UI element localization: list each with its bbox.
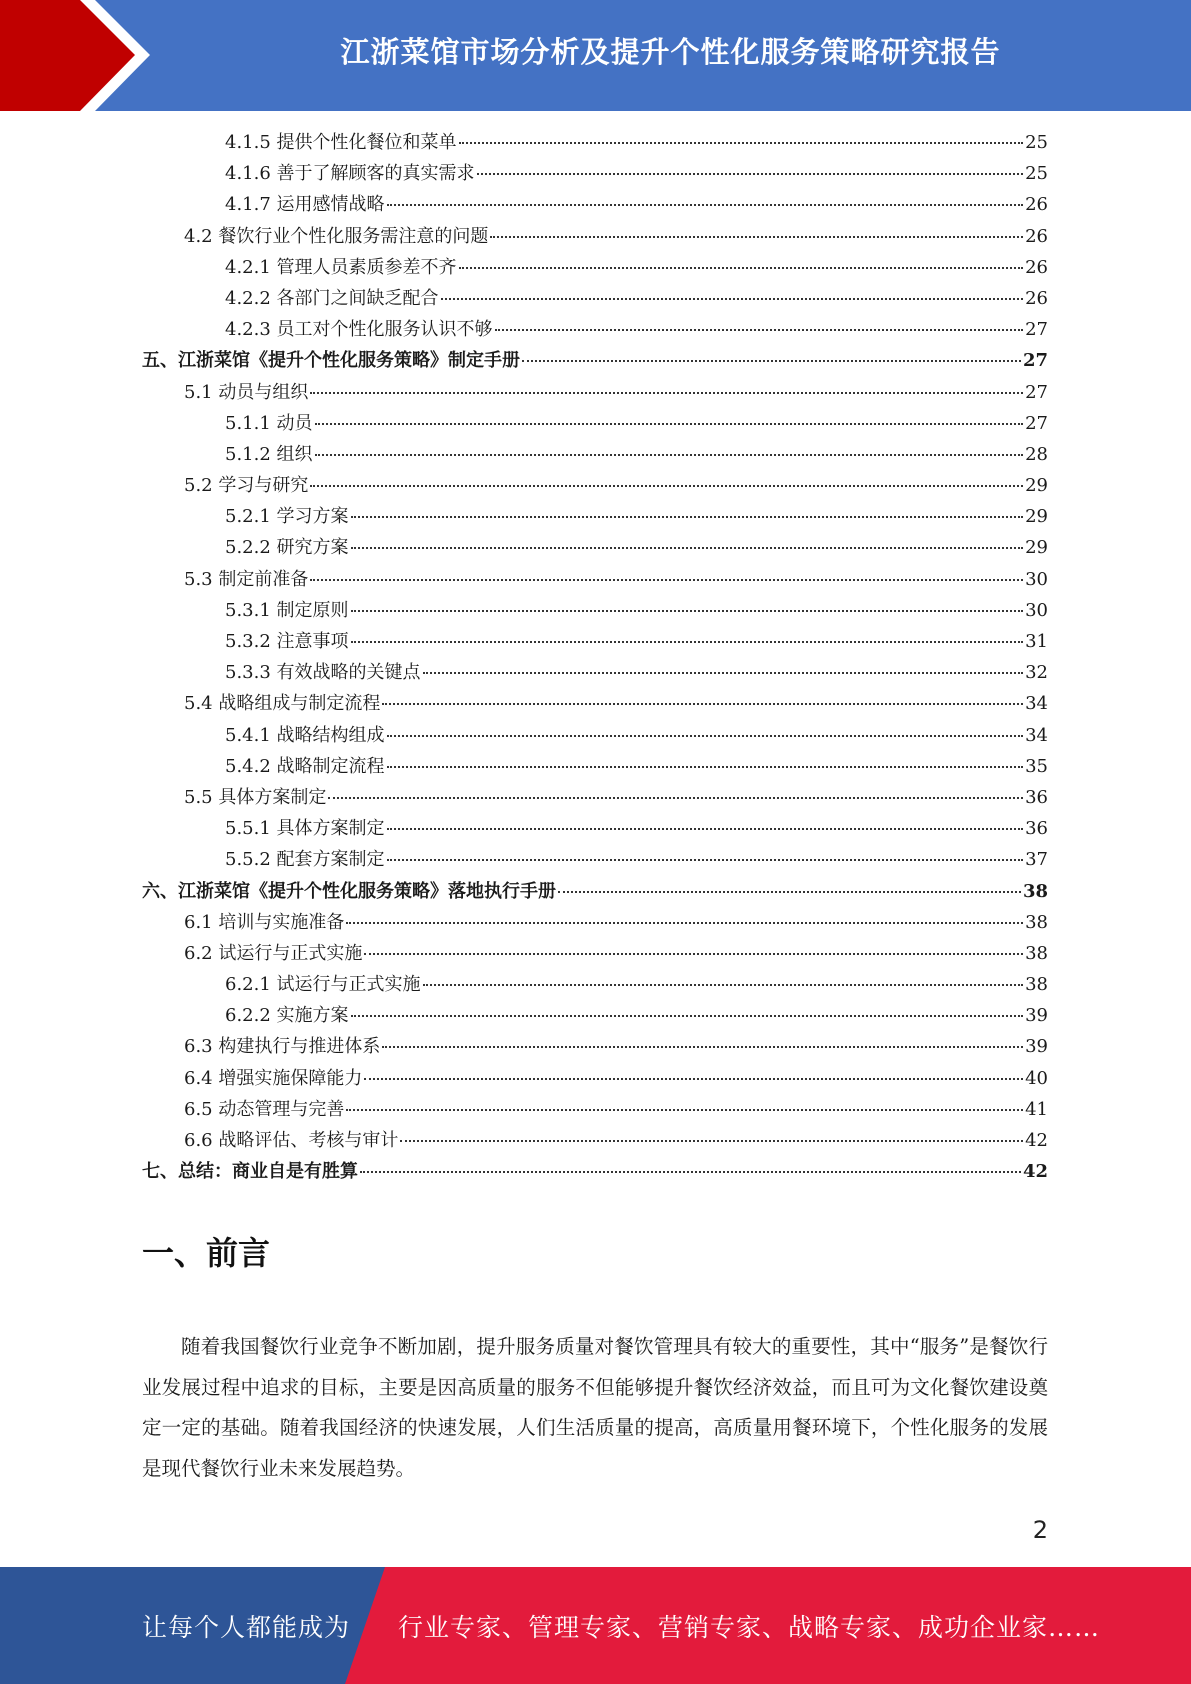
toc-leader-dots — [382, 1046, 1023, 1048]
toc-entry[interactable] — [142, 751, 1048, 782]
toc-entry-page: 41 — [1025, 1098, 1048, 1120]
toc-entry-page: 39 — [1025, 1036, 1048, 1058]
toc-entry[interactable] — [142, 314, 1048, 345]
toc-entry[interactable] — [142, 221, 1048, 252]
toc-entry-label: 6.6 战略评估、考核与审计 — [184, 1130, 399, 1151]
toc-leader-dots — [387, 859, 1024, 861]
toc-entry-page: 34 — [1025, 724, 1048, 746]
toc-entry[interactable] — [142, 1000, 1048, 1031]
toc-leader-dots — [423, 984, 1024, 986]
toc-entry-label: 6.2.2 实施方案 — [225, 1005, 349, 1027]
toc-leader-dots — [400, 1140, 1023, 1142]
toc-entry-label: 4.2 餐饮行业个性化服务需注意的问题 — [184, 225, 489, 247]
toc-entry[interactable] — [142, 377, 1048, 408]
toc-entry-page: 39 — [1025, 1005, 1048, 1027]
toc-entry-label: 5.3 制定前准备 — [184, 568, 309, 590]
toc-entry[interactable] — [142, 1125, 1048, 1156]
toc-leader-dots — [423, 672, 1024, 674]
toc-leader-dots — [490, 236, 1023, 238]
toc-entry-label: 6.5 动态管理与完善 — [184, 1098, 345, 1120]
toc-entry-page: 27 — [1025, 381, 1048, 403]
toc-entry-page: 36 — [1025, 818, 1048, 840]
toc-leader-dots — [351, 516, 1024, 518]
toc-entry-label: 5.5.2 配套方案制定 — [225, 849, 385, 871]
toc-entry-label: 4.1.5 提供个性化餐位和菜单 — [225, 132, 457, 153]
toc-entry[interactable] — [142, 1031, 1048, 1062]
toc-entry-label: 4.2.3 员工对个性化服务认识不够 — [225, 319, 493, 341]
toc-entry-page: 26 — [1025, 287, 1048, 309]
intro-paragraph: 随着我国餐饮行业竞争不断加剧，提升服务质量对餐饮管理具有较大的重要性，其中“服务”是餐饮行业发展过程中追求的目标，主要是因高质量的服务不但能够提升餐饮经济效益，而且可为文化餐饮建设奠定一定的基础。随着我国经济的快速发展，人们生活质量的提高，高质量用餐环境下，个性化服务的发展是现代餐饮行业未来发展趋势。 — [142, 1335, 1048, 1480]
toc-entry-page: 34 — [1025, 693, 1048, 715]
toc-entry-page: 38 — [1022, 880, 1048, 902]
page-header — [0, 0, 1191, 111]
toc-entry[interactable] — [142, 595, 1048, 626]
toc-entry-page: 27 — [1022, 350, 1048, 372]
toc-entry[interactable] — [142, 1094, 1048, 1125]
toc-leader-dots — [364, 1078, 1023, 1080]
toc-entry-page: 26 — [1025, 256, 1048, 278]
toc-entry-label: 5.5 具体方案制定 — [184, 786, 327, 808]
toc-leader-dots — [382, 703, 1023, 705]
toc-entry-page: 29 — [1025, 537, 1048, 559]
toc-leader-dots — [387, 204, 1024, 206]
toc-entry-page: 35 — [1025, 755, 1048, 777]
toc-entry[interactable] — [142, 532, 1048, 563]
toc-leader-dots — [310, 485, 1023, 487]
toc-leader-dots — [459, 267, 1024, 269]
toc-entry-page: 30 — [1025, 568, 1048, 590]
toc-entry-label: 5.2 学习与研究 — [184, 475, 309, 497]
toc-entry-label: 六、江浙菜馆《提升个性化服务策略》落地执行手册 — [142, 880, 556, 902]
toc-leader-dots — [387, 735, 1024, 737]
toc-entry[interactable] — [142, 127, 1048, 158]
toc-entry-page: 42 — [1022, 1161, 1048, 1183]
toc-entry-page: 32 — [1025, 662, 1048, 684]
toc-entry[interactable] — [142, 720, 1048, 751]
toc-leader-dots — [351, 547, 1024, 549]
toc-entry[interactable] — [142, 158, 1048, 189]
toc-entry[interactable] — [142, 189, 1048, 220]
toc-entry-page: 38 — [1025, 974, 1048, 996]
toc-leader-dots — [495, 329, 1024, 331]
toc-leader-dots — [387, 766, 1024, 768]
toc-entry-page: 26 — [1025, 194, 1048, 216]
toc-leader-dots — [351, 610, 1024, 612]
toc-entry[interactable] — [142, 252, 1048, 283]
toc-entry[interactable] — [142, 564, 1048, 595]
toc-leader-dots — [477, 173, 1024, 175]
toc-leader-dots — [310, 579, 1023, 581]
toc-entry-page: 25 — [1025, 132, 1048, 153]
toc-entry-page: 30 — [1025, 599, 1048, 621]
toc-entry-label: 5.4.1 战略结构组成 — [225, 724, 385, 746]
toc-entry[interactable] — [142, 657, 1048, 688]
toc-entry-label: 4.2.2 各部门之间缺乏配合 — [225, 287, 439, 309]
toc-leader-dots — [310, 392, 1023, 394]
toc-entry-page: 38 — [1025, 942, 1048, 964]
toc-leader-dots — [522, 360, 1021, 362]
toc-leader-dots — [315, 423, 1024, 425]
toc-entry-label: 6.3 构建执行与推进体系 — [184, 1036, 381, 1058]
page-footer — [0, 1567, 1191, 1684]
toc-entry-label: 五、江浙菜馆《提升个性化服务策略》制定手册 — [142, 350, 520, 372]
toc-entry-page: 42 — [1025, 1130, 1048, 1151]
toc-entry-page: 31 — [1025, 631, 1048, 652]
toc-entry-label: 6.1 培训与实施准备 — [184, 911, 345, 933]
toc-entry-label: 5.3.3 有效战略的关键点 — [225, 662, 421, 684]
toc-entry-label: 4.1.6 善于了解顾客的真实需求 — [225, 163, 475, 185]
toc-entry-label: 5.4.2 战略制定流程 — [225, 755, 385, 777]
toc-entry[interactable] — [142, 813, 1048, 844]
footer-slogan-right: 行业专家、管理专家、营销专家、战略专家、成功企业家…… — [398, 1612, 1101, 1642]
toc-entry-label: 5.4 战略组成与制定流程 — [184, 693, 381, 715]
toc-entry-page: 29 — [1025, 506, 1048, 528]
toc-entry-label: 七、总结：商业自是有胜算 — [142, 1161, 358, 1183]
toc-leader-dots — [346, 922, 1023, 924]
toc-entry-page: 37 — [1025, 849, 1048, 871]
toc-entry-label: 5.1.1 动员 — [225, 412, 313, 434]
toc-entry[interactable] — [142, 938, 1048, 969]
section-heading: 一、前言 — [142, 1234, 271, 1272]
toc-entry-label: 5.1.2 组织 — [225, 443, 313, 465]
toc-entry-label: 5.5.1 具体方案制定 — [225, 818, 385, 840]
toc-entry[interactable] — [142, 907, 1048, 938]
toc-entry[interactable] — [142, 1156, 1048, 1187]
toc-leader-dots — [364, 953, 1023, 955]
toc-entry[interactable] — [142, 876, 1048, 907]
toc-entry[interactable] — [142, 782, 1048, 813]
table-of-contents — [142, 127, 1048, 1187]
toc-entry-page: 27 — [1025, 412, 1048, 434]
toc-entry-page: 27 — [1025, 319, 1048, 341]
toc-entry[interactable] — [142, 470, 1048, 501]
toc-entry[interactable] — [142, 501, 1048, 532]
toc-entry[interactable] — [142, 408, 1048, 439]
toc-leader-dots — [351, 641, 1024, 643]
toc-entry-label: 5.1 动员与组织 — [184, 381, 309, 403]
toc-entry-page: 29 — [1025, 475, 1048, 497]
toc-leader-dots — [315, 454, 1024, 456]
toc-entry-page: 40 — [1025, 1067, 1048, 1089]
toc-entry-page: 26 — [1025, 225, 1048, 247]
toc-entry[interactable] — [142, 439, 1048, 470]
header-red-arrow-decoration — [0, 0, 160, 111]
toc-leader-dots — [360, 1171, 1021, 1173]
toc-entry-page: 28 — [1025, 443, 1048, 465]
toc-leader-dots — [346, 1109, 1023, 1111]
page-number: 2 — [1032, 1516, 1048, 1544]
toc-leader-dots — [328, 797, 1023, 799]
toc-entry-label: 5.2.2 研究方案 — [225, 537, 349, 559]
toc-entry-label: 4.2.1 管理人员素质参差不齐 — [225, 256, 457, 278]
toc-entry-label: 6.4 增强实施保障能力 — [184, 1067, 363, 1089]
toc-entry-label: 6.2.1 试运行与正式实施 — [225, 974, 421, 996]
toc-leader-dots — [459, 142, 1024, 144]
toc-entry-label: 6.2 试运行与正式实施 — [184, 942, 363, 964]
toc-entry-label: 5.3.2 注意事项 — [225, 631, 349, 652]
toc-leader-dots — [387, 828, 1024, 830]
toc-leader-dots — [558, 891, 1021, 893]
toc-entry[interactable] — [142, 626, 1048, 657]
toc-entry-label: 5.3.1 制定原则 — [225, 599, 349, 621]
toc-leader-dots — [441, 298, 1024, 300]
toc-leader-dots — [351, 1015, 1024, 1017]
toc-entry[interactable] — [142, 844, 1048, 875]
toc-entry-page: 38 — [1025, 911, 1048, 933]
toc-entry[interactable] — [142, 969, 1048, 1000]
toc-entry-label: 5.2.1 学习方案 — [225, 506, 349, 528]
toc-entry[interactable] — [142, 345, 1048, 376]
toc-entry-page: 36 — [1025, 786, 1048, 808]
toc-entry-label: 4.1.7 运用感情战略 — [225, 194, 385, 216]
footer-slogan-left: 让每个人都能成为 — [142, 1612, 351, 1642]
document-title: 江浙菜馆市场分析及提升个性化服务策略研究报告 — [340, 34, 1001, 69]
toc-entry[interactable] — [142, 283, 1048, 314]
toc-entry[interactable] — [142, 688, 1048, 719]
toc-entry-page: 25 — [1025, 163, 1048, 185]
toc-entry[interactable] — [142, 1063, 1048, 1094]
